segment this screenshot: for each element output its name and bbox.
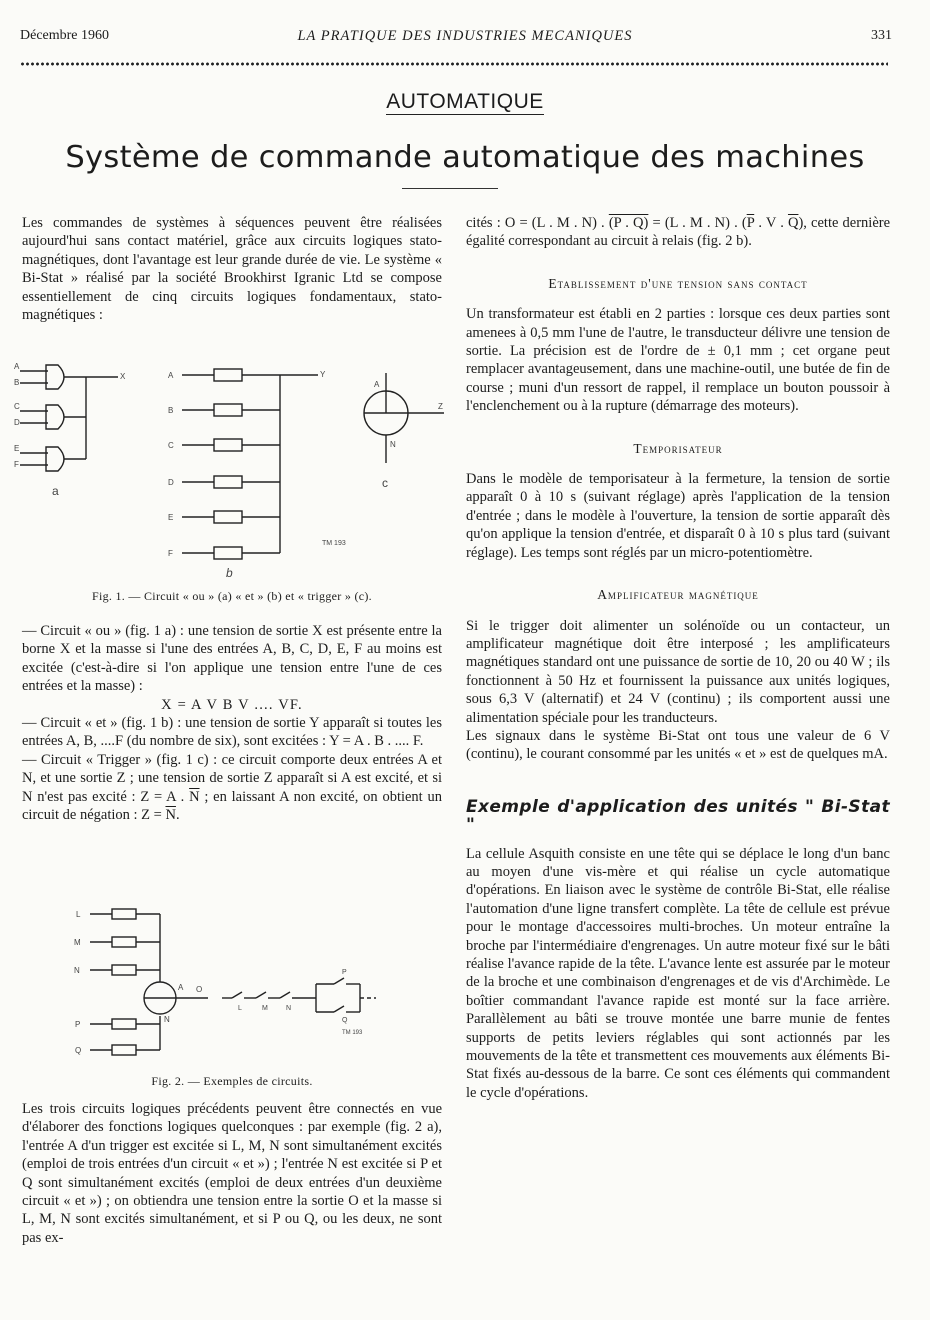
fig2-input-n: N [74,966,80,975]
header-journal-title: LA PRATIQUE DES INDUSTRIES MECANIQUES [297,28,633,44]
fig2-contact-m: M [262,1005,268,1012]
fig2-contact-l: L [238,1005,242,1012]
temporisateur-paragraph: Dans le modèle de temporisateur à la fermeture, la tension de sortie apparaît 0 à 10 s (suivant réglage) après l'application de la tension d'entrée ; dans le modèle à l'ouverture, la tension de sortie apparaît dès qu'on applique la tension d'entrée, et disparaît 0 à 10 s plus tard (suivant réglage). Les temps sont réglés par un micro-potentiomètre. [466,471,890,561]
left-intro [22,214,442,324]
fig1c-output-z: Z [438,402,443,411]
fig1a-input-b: B [14,378,20,387]
fig1a-label: a [52,484,59,498]
fig1a-input-d: D [14,418,20,427]
fig1a-input-a: A [14,362,20,371]
amplificateur-paragraph-2: Les signaux dans le système Bi-Stat ont tous une valeur de 6 V (continu), le courant consommé par les unités « et » est de quelques mA. [466,727,890,763]
fig2-trigger-n: N [164,1015,170,1024]
right-column [466,214,890,1102]
heading-temporisateur: Temporisateur [633,440,723,456]
fig2-input-q: Q [75,1046,82,1055]
fig1b-input-d: D [168,478,174,487]
fig1c-input-n: N [390,440,396,449]
fig1a-input-c: C [14,402,20,411]
fig2-input-l: L [76,910,81,919]
fig1b-output-y: Y [320,370,326,379]
circuit-ou-paragraph: — Circuit « ou » (fig. 1 a) : une tension de sortie X est présente entre la borne X et la masse si l'une des entrées A, B, C, D, E, F au moins est excitée (c'est-à-dire si l'on applique une tension entre l'une de ces entrées et la masse) : [22,623,442,695]
fig2-contact-p: P [342,969,347,976]
section-heading: AUTOMATIQUE [386,90,544,113]
heading-etablissement: Etablissement d'une tension sans contact [548,275,808,291]
fig2-reference: TM 193 [342,1030,363,1036]
fig1c-input-a: A [374,380,380,389]
fig1b-input-f: F [168,549,173,558]
title-rule [402,188,498,189]
fig1c-label: c [382,476,388,490]
dotted-rule [20,61,888,67]
fig2-contact-n: N [286,1005,292,1012]
fig1a-input-f: F [14,460,19,469]
header-date: Décembre 1960 [20,28,110,43]
fig1b-label: b [226,566,233,580]
figure-2 [66,904,386,1064]
article-title: Système de commande automatique des machines [65,140,865,175]
continuation-paragraph: cités : O = (L . M . N) . (P . Q) = (L . M . N) . ($\overline{P}$ . V . $\overline{Q}$), cette dernière égalité correspondant au circuit à relais (fig. 2 b). [466,215,891,250]
fig2-contact-q: Q [342,1017,348,1024]
amplificateur-paragraph-1: Si le trigger doit alimenter un solénoïde ou un contacteur, un amplificateur magnétique doit être interposé ; les amplificateurs magnétiques standard ont une puissance de sortie de 10, 20 ou 40 W ; ils fonctionnent à 50 Hz et fournissent la puissance aux unités logiques, sous 6,3 V (alternatif) et 24 V (continu) ; ils comportent aussi une alimentation spéciale pour les tranducteurs. [466,617,890,726]
circuit-ou-formula: X = A V B V .... VF. [161,696,303,713]
fig1b-input-c: C [168,441,174,450]
circuit-et-paragraph: — Circuit « et » (fig. 1 b) : une tension de sortie Y apparaît si toutes les entrées A, B, ....F (du nombre de six), sont excitées : Y = A . B . .... F. [22,715,442,750]
fig1b-input-a: A [168,371,174,380]
fig1b-input-b: B [168,406,174,415]
fig2-input-p: P [75,1020,81,1029]
logic-functions-paragraph: Les trois circuits logiques précédents peuvent être connectés en vue d'élaborer des fonctions logiques quelconques : par exemple (fig. 2 a), l'entrée A d'un trigger est excitée si L, M, N sont simultanément excités (emploi de trois entrées d'un circuit « et ») ; l'entrée N est excitée si P et Q sont simultanément excités (emploi de deux entrées d'un deuxième circuit « et ») ; on obtiendra une tension entre la sortie O et la masse si L, M, N sont excités simultanément, et si P ou Q, ou les deux, ne sont pas ex- [22,1101,442,1246]
heading-amplificateur: Amplificateur magnétique [597,587,759,603]
header-page-number: 331 [871,28,892,43]
fig2-trigger-a: A [178,983,184,992]
fig2-output-o: O [196,985,203,994]
etablissement-paragraph: Un transformateur est établi en 2 parties : lorsque ces deux parties sont amenees à 0,5 mm l'une de l'autre, le transducteur délivre une tension de sortie. La précision est de l'ordre de ± 0,1 mm ; cet organe peut remplacer avantageusement, dans une machine-outil, une butée de fin de course ; muni d'un ressort de rappel, il remplace un bouton poussoir à l'enclenchement ou à la rupture (démarrage des moteurs). [466,306,890,415]
figure-2-caption: Fig. 2. — Exemples de circuits. [151,1074,313,1088]
fig1a-output-x: X [120,372,126,381]
fig1b-input-e: E [168,513,174,522]
heading-exemple: Exemple d'application des unités " Bi-Stat " [466,796,890,836]
circuit-trigger-paragraph: — Circuit « Trigger » (fig. 1 c) : ce circuit comporte deux entrées A et N, et une sortie Z ; une tension de sortie Z apparaît si A est excité, et si N n'est pas excité : Z = A . $\overline{N}$ ; en laissant A non excité, on obtient un circuit de négation : $Z = \overline{N}$. [22,751,443,824]
fig1-reference: TM 193 [322,540,346,547]
fig2-input-m: M [74,938,81,947]
left-bottom [22,1100,442,1247]
left-circuits [22,622,442,824]
fig1b-and-ladder [182,369,318,559]
fig1a-input-e: E [14,444,20,453]
exemple-paragraph: La cellule Asquith consiste en une tête qui se déplace le long d'un banc au moyen d'une vis-mère et qui réalise un cycle automatique d'opérations. En liaison avec le système de contrôle Bi-Stat, elle réalise l'automation d'une ligne transfert complète. La tête de cellule est prévue pour le montage d'accessoires multi-broches. Un moteur entraîne la broche par l'intermédiaire d'engrenages. Un autre moteur fixé sur le bâti réalise l'avance rapide de la tête. L'avance lente est assurée par le moteur de la broche et une combinaison d'engrenages et de vis d'Archimède. Le boîtier commandant l'avance rapide est monté sur la face arrière. Parallèlement au bâti se trouve montée une barre munie de fentes supports de petits leviers réglables qui sont actionnés par les mouvements de la tête et transmettent ces mouvements aux éléments Bi-Stat fixés au-dessous de la barre. Ce sont ces éléments qui commandent le cycle d'opérations. [466,845,890,1101]
figure-1-caption: Fig. 1. — Circuit « ou » (a) « et » (b) et « trigger » (c). [92,589,372,603]
intro-paragraph: Les commandes de systèmes à séquences peuvent être réalisées aujourd'hui sans contact matériel, grâce aux circuits logiques stato-magnétiques, dont l'avantage est leur grande durée de vie. Le système « Bi-Stat » réalisé par la société Brookhirst Igranic Ltd se compose essentiellement de cinq circuits logiques fondamentaux, stato-magnétiques : [22,215,442,324]
fig1a-or-gates [20,365,118,471]
figure-1 [14,355,454,587]
